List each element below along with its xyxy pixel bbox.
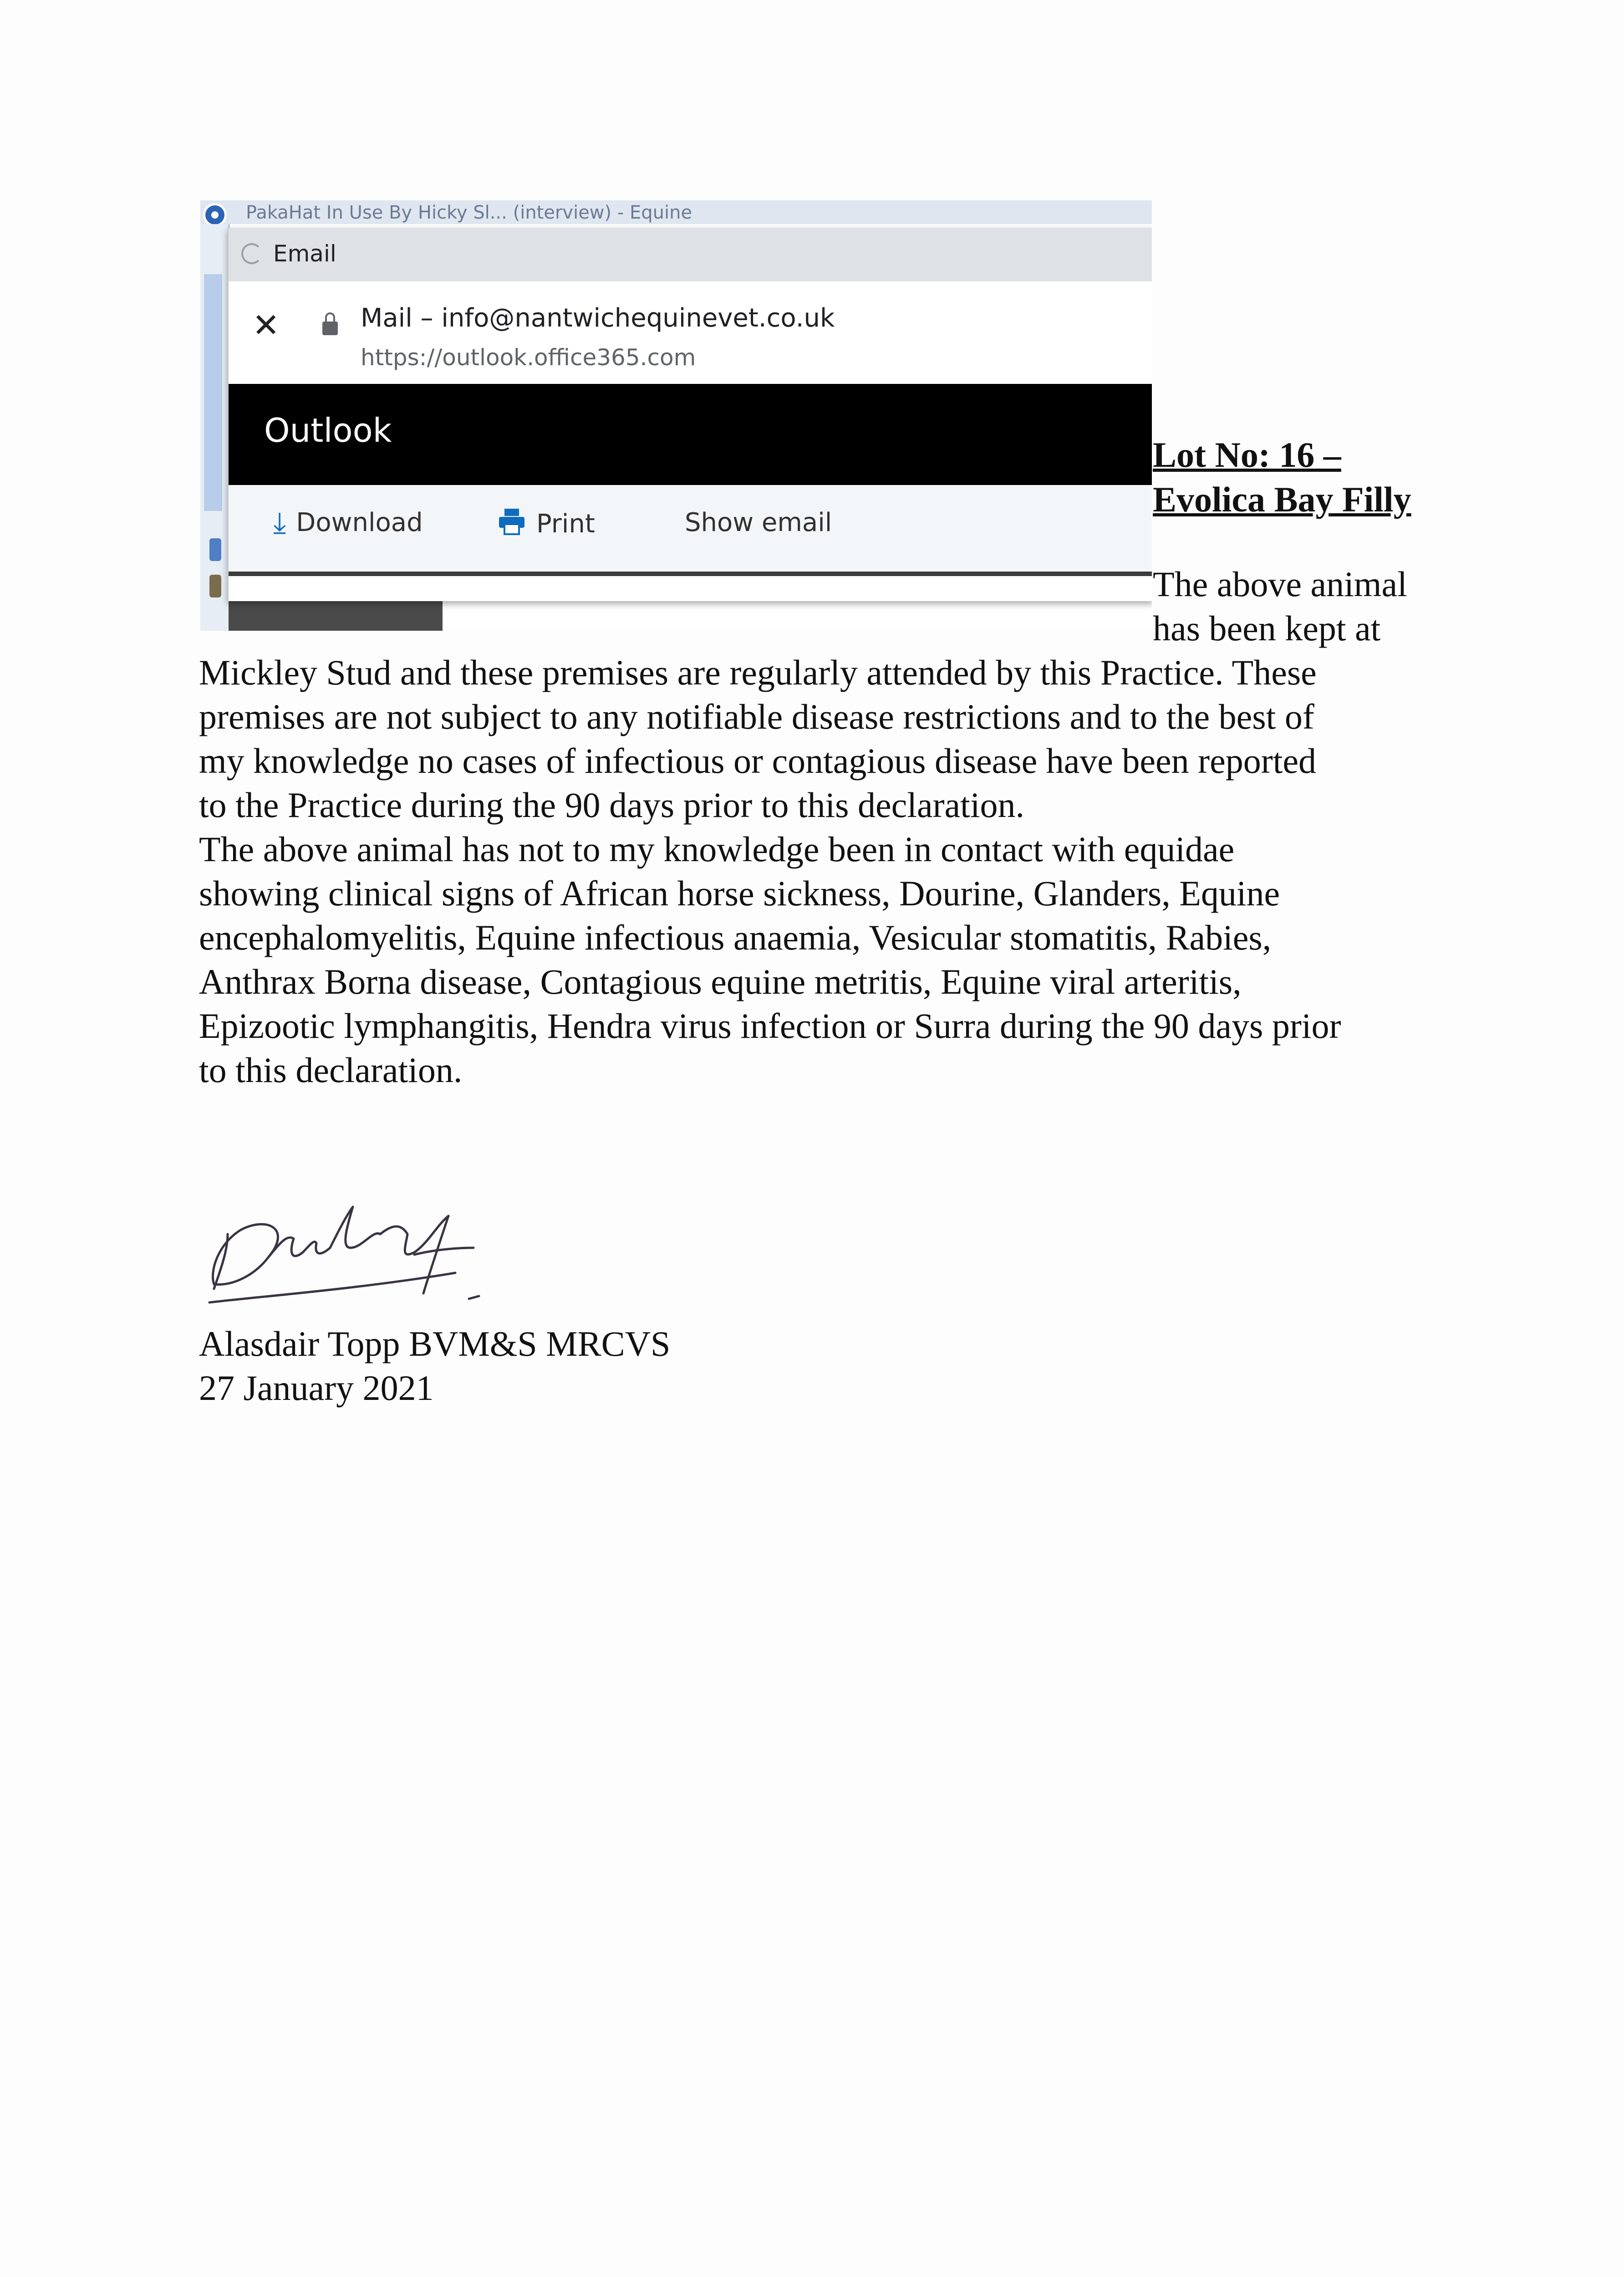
embedded-email-screenshot [200,200,1152,631]
print-label: Print [536,509,595,539]
close-icon[interactable]: ✕ [252,306,280,344]
email-popup-window [228,228,1152,601]
lot-line-2: Evolica Bay Filly [1153,480,1411,519]
paragraph-1-side-line: The above animal [1153,564,1407,604]
paragraph-line: Mickley Stud and these premises are regularly attended by this Practice. These [199,653,1317,692]
popup-titlebar [229,228,1152,281]
paragraph-1-side [1153,562,1407,650]
outlook-header [229,384,1152,485]
download-icon: ⤓ [273,505,286,540]
print-button[interactable] [497,508,595,540]
background-window-edge [200,224,229,631]
show-email-label: Show email [685,508,832,537]
email-toolbar [229,485,1152,576]
paragraph-2 [199,827,1451,1092]
declaration-date: 27 January 2021 [199,1368,434,1408]
paragraph-line: my knowledge no cases of infectious or contagious disease have been reported [199,741,1317,781]
background-window-titlebar [200,200,1152,224]
download-label: Download [296,508,423,537]
paragraph-line: encephalomyelitis, Equine infectious anaemia, Vesicular stomatitis, Rabies, [199,918,1272,957]
outlook-brand: Outlook [264,411,392,449]
print-icon [497,508,526,540]
lock-icon [322,322,338,335]
paragraph-line: to this declaration. [199,1050,463,1090]
site-title: Mail – info@nantwichequinevet.co.uk [361,303,835,333]
paragraph-line: showing clinical signs of African horse sickness, Dourine, Glanders, Equine [199,873,1280,913]
paragraph-line: The above animal has not to my knowledge been in contact with equidae [199,829,1235,869]
address-bar [229,281,1152,384]
paragraph-line: Epizootic lymphangitis, Hendra virus infection or Surra during the 90 days prior [199,1006,1341,1046]
paragraph-line: to the Practice during the 90 days prior to this declaration. [199,785,1025,825]
spinner-icon [241,243,262,264]
paragraph-line: premises are not subject to any notifiable disease restrictions and to the best of [199,697,1314,736]
signer-name: Alasdair Topp BVM&S MRCVS [199,1324,671,1363]
site-url: https://outlook.office365.com [361,344,696,371]
background-icon [209,575,221,597]
paragraph-1-side-line: has been kept at [1153,608,1381,648]
popup-title: Email [273,240,336,267]
show-email-button[interactable] [685,508,832,537]
paragraph-line: Anthrax Borna disease, Contagious equine metritis, Equine viral arteritis, [199,962,1242,1001]
app-icon [203,203,227,227]
background-panel [204,274,222,511]
lot-heading [1153,433,1411,522]
download-button[interactable] [273,505,423,540]
signature-image [200,1179,501,1316]
paragraph-1 [199,650,1451,827]
background-window-title: PakaHat In Use By Hicky Sl... (interview) - Equine [246,202,692,223]
lot-line-1: Lot No: 16 – [1153,435,1341,475]
background-icon [209,538,221,561]
